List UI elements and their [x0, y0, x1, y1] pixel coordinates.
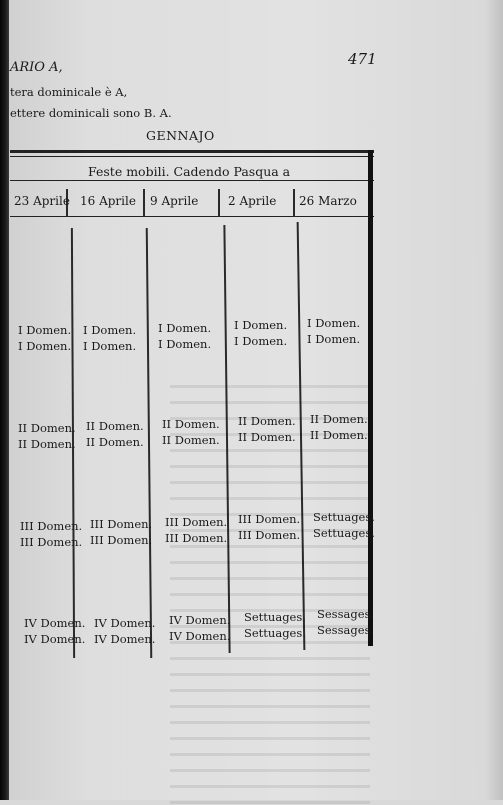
table-cell: I Domen. I Domen. — [307, 316, 361, 346]
page-edge-shadow — [485, 0, 503, 800]
table-cell: II Domen. II Domen. — [18, 421, 76, 451]
table-cell: Settuages. Settuages. — [313, 510, 375, 540]
column-header: 23 Aprile — [14, 194, 70, 208]
table-cell: III Domen. III Domen. — [20, 519, 83, 549]
table-cell: II Domen. II Domen. — [86, 419, 144, 449]
table-cell: III Domen. III Domen. — [165, 515, 228, 545]
table-cell: I Domen. I Domen. — [18, 323, 72, 353]
table-cell: I Domen. I Domen. — [158, 321, 212, 351]
table-cell: Settuages. Settuages. — [244, 610, 306, 640]
table-cell: III Domen. III Domen. — [90, 517, 153, 547]
bleed-through-text — [170, 385, 370, 805]
header-line-dominical-letters: ettere dominicali sono B. A. — [10, 106, 172, 120]
table-top-rule — [10, 150, 374, 153]
table-cell: II Domen. II Domen. — [238, 414, 296, 444]
page-number: 471 — [348, 50, 377, 68]
table-cell: III Domen. III Domen. — [238, 512, 301, 542]
column-header: 2 Aprile — [228, 194, 277, 208]
header-divider — [218, 189, 220, 217]
table-cell: I Domen. I Domen. — [234, 318, 288, 348]
book-binding-shadow — [0, 0, 9, 800]
table-cell: Sessages. Sessages. — [317, 607, 375, 637]
table-title-rule — [10, 180, 374, 181]
table-top-thin-rule — [10, 156, 374, 157]
column-header: 16 Aprile — [80, 194, 136, 208]
header-divider — [143, 189, 145, 217]
table-title: Feste mobili. Cadendo Pasqua a — [88, 164, 291, 179]
table-header-rule — [10, 216, 374, 217]
movable-feasts-table — [10, 150, 374, 650]
header-divider — [293, 189, 295, 217]
header-line-dominical-letter: tera dominicale è A, — [10, 85, 128, 99]
table-cell: IV Domen. IV Domen. — [169, 613, 231, 643]
table-cell: I Domen. I Domen. — [83, 323, 137, 353]
table-cell: IV Domen. IV Domen. — [94, 616, 156, 646]
table-cell: IV Domen. IV Domen. — [24, 616, 86, 646]
column-header: 9 Aprile — [150, 194, 199, 208]
column-divider — [146, 228, 152, 658]
table-cell: II Domen. II Domen. — [162, 417, 220, 447]
column-header: 26 Marzo — [299, 194, 357, 208]
month-heading: GENNAJO — [146, 128, 215, 143]
header-line-year-letter: ARIO A, — [10, 60, 63, 75]
table-cell: II Domen. II Domen. — [310, 412, 368, 442]
